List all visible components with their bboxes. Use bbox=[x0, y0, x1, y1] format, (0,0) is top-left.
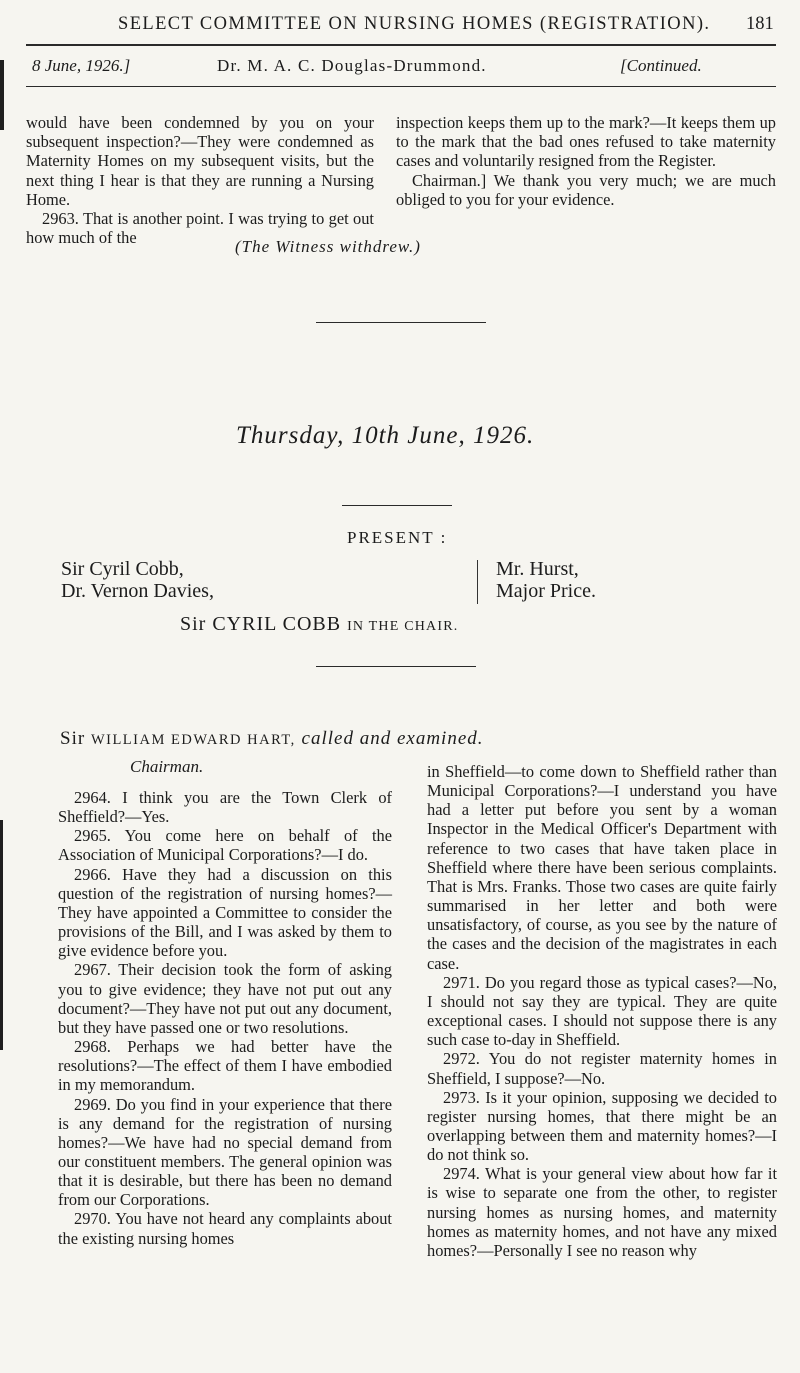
members-divider bbox=[477, 560, 478, 604]
witness-called-line bbox=[60, 728, 484, 750]
section-rule bbox=[316, 322, 486, 323]
members-present-right bbox=[496, 558, 596, 602]
question-answer: 2969. Do you find in your experience that there is any demand for the registration of nursing homes?—We have had no special demand from our constituent members. The general opinion was that it is desirable, but there has been no demand from our Corporations. bbox=[58, 1094, 392, 1210]
session-date: Thursday, 10th June, 1926. bbox=[236, 422, 535, 449]
previous-evidence-left bbox=[26, 113, 374, 247]
member-name: Major Price. bbox=[496, 580, 596, 602]
page-binding-edge bbox=[0, 60, 4, 130]
question-answer: 2973. Is it your opinion, supposing we decided to register nursing homes, that there might be an overlapping between them and maternity homes?—I do not think so. bbox=[427, 1087, 777, 1165]
question-answer: 2966. Have they had a discussion on this question of the registration of nursing homes?—They have appointed a Committee to consider the provisions of the Bill, and I was asked by them to give evidence before you. bbox=[58, 864, 392, 961]
section-rule bbox=[316, 666, 476, 667]
subheader-rule bbox=[26, 86, 776, 87]
member-name: Dr. Vernon Davies, bbox=[61, 580, 214, 602]
evidence-column-right bbox=[427, 762, 777, 1260]
question-answer: 2968. Perhaps we had better have the resolutions?—The effect of them I have embodied in my memorandum. bbox=[58, 1037, 392, 1095]
witness-title: Sir bbox=[60, 728, 86, 749]
question-answer: 2967. Their decision took the form of asking you to give evidence; they have not put out any document?—They have not put out any document, but they have passed one or two resolutions. bbox=[58, 960, 392, 1037]
section-rule bbox=[342, 505, 452, 506]
continued-label: [Continued. bbox=[620, 56, 702, 75]
witness-name: WILLIAM EDWARD HART, bbox=[90, 732, 296, 748]
question-answer: 2971. Do you regard those as typical cases?—No, I should not say they are typical. They are quite exceptional cases. I should not suppose there is any such case to-day in Sheffield. bbox=[427, 972, 777, 1050]
paragraph: inspection keeps them up to the mark?—It keeps them up to the mark that the bad ones refused to take maternity cases and voluntarily resigned from the Register. bbox=[396, 113, 776, 171]
witness-withdrew-note: (The Witness withdrew.) bbox=[235, 237, 421, 256]
question-answer: in Sheffield—to come down to Sheffield rather than Municipal Corporations?—I understand you have had a letter put before you sent by a woman Inspector in the Medical Officer's Department with reference to two cases that have taken place in Sheffield where there have been serious complaints. That is Mrs. Franks. Those two cases are quite fairly summarised in her letter and both were unsatisfactory, of course, as you see by the nature of the cases and the decision of the magistrates in each case. bbox=[427, 762, 777, 973]
member-name: Mr. Hurst, bbox=[496, 558, 579, 580]
evidence-column-left bbox=[58, 788, 392, 1248]
chair-name: Sir CYRIL COBB bbox=[180, 613, 342, 635]
paragraph: Chairman.] We thank you very much; we are much obliged to you for your evidence. bbox=[396, 170, 776, 209]
running-title: SELECT COMMITTEE ON NURSING HOMES (REGISTRATION). bbox=[118, 14, 711, 34]
previous-evidence-right bbox=[396, 113, 776, 209]
question-answer: 2972. You do not register maternity homes in Sheffield, I suppose?—No. bbox=[427, 1049, 777, 1088]
question-answer: 2974. What is your general view about how far it is wise to separate one from the other, to register nursing homes as nursing homes, and maternity homes as maternity homes, and not have any mixed homes?—Personally I see no reason why bbox=[427, 1164, 777, 1260]
header-rule bbox=[26, 44, 776, 46]
question-answer: 2964. I think you are the Town Clerk of Sheffield?—Yes. bbox=[58, 788, 392, 827]
paragraph: would have been condemned by you on your subsequent inspection?—They were condemned as Maternity Homes on my subsequent visits, but the next thing I hear is that they are running a Nursing Home. bbox=[26, 113, 374, 209]
page-binding-edge bbox=[0, 820, 3, 1050]
page-number: 181 bbox=[746, 14, 774, 34]
called-and-examined: called and examined. bbox=[301, 728, 484, 749]
members-present-left bbox=[61, 558, 214, 602]
chair-line bbox=[180, 613, 458, 636]
question-answer: 2970. You have not heard any complaints about the existing nursing homes bbox=[58, 1209, 392, 1248]
paragraph: 2963. That is another point. I was trying to get out how much of the bbox=[26, 209, 374, 248]
question-answer: 2965. You come here on behalf of the Association of Municipal Corporations?—I do. bbox=[58, 826, 392, 865]
witness-heading: Dr. M. A. C. Douglas-Drummond. bbox=[217, 56, 487, 75]
member-name: Sir Cyril Cobb, bbox=[61, 558, 184, 580]
evidence-date: 8 June, 1926.] bbox=[32, 56, 131, 75]
chair-suffix: IN THE CHAIR. bbox=[347, 619, 459, 634]
examiner-label: Chairman. bbox=[130, 757, 204, 776]
present-label: PRESENT : bbox=[347, 528, 448, 547]
